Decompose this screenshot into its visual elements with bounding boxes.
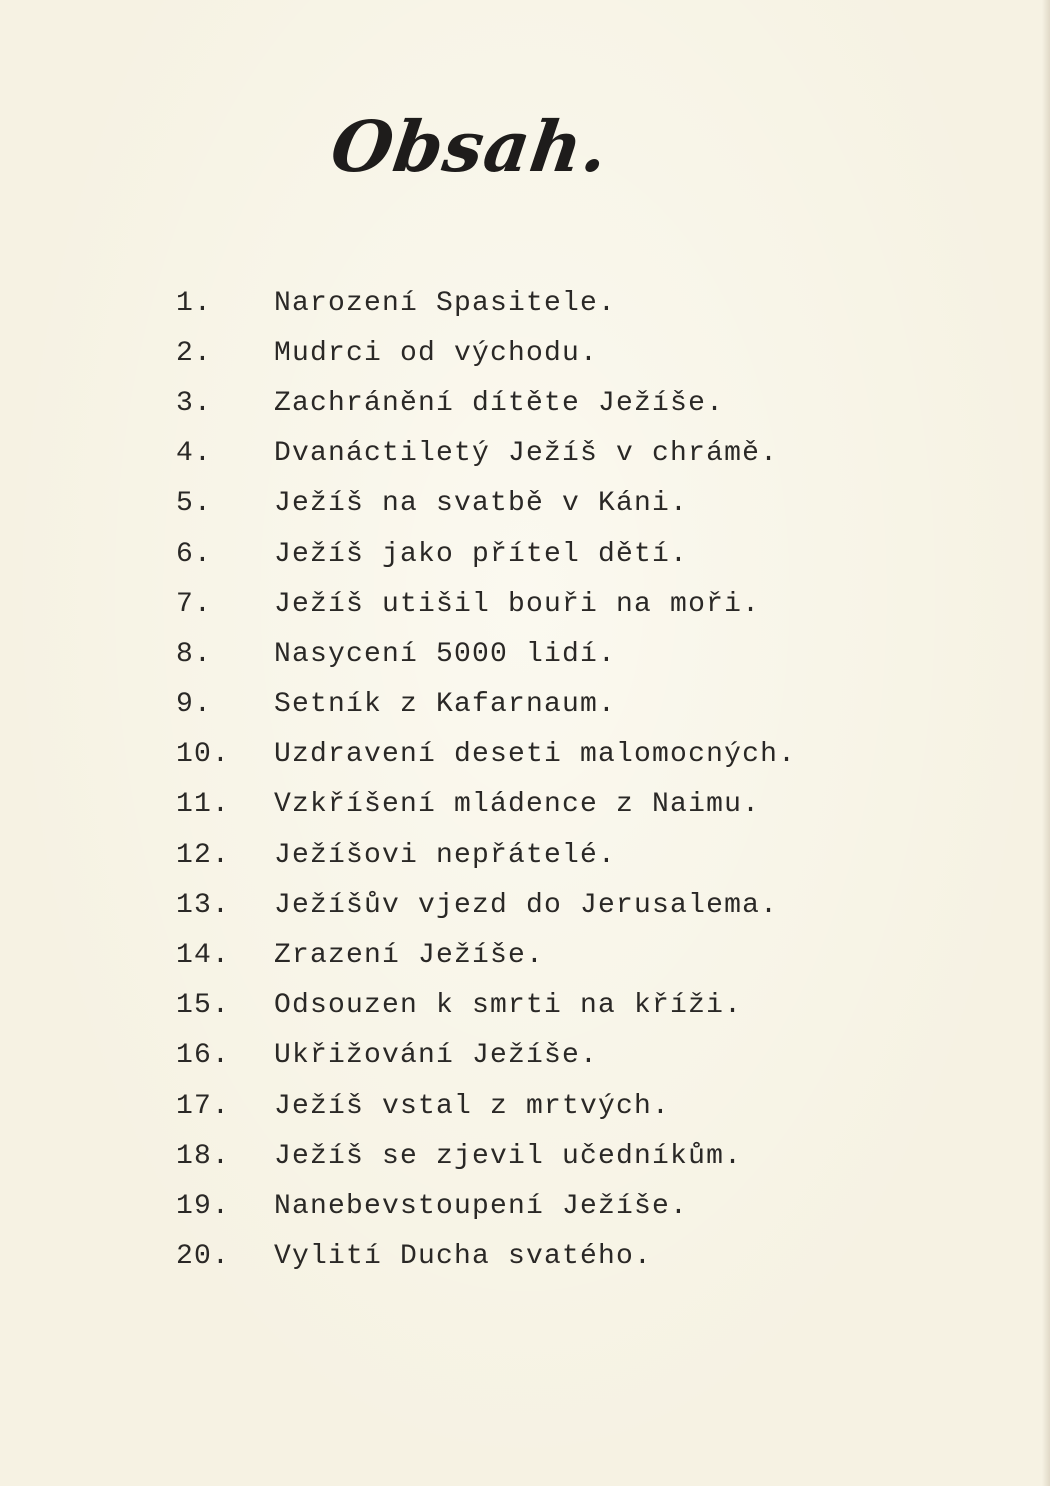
item-number: 9. (176, 689, 213, 721)
item-number: 5. (176, 488, 213, 520)
item-number: 11. (176, 789, 231, 821)
item-number: 20. (176, 1241, 231, 1273)
item-title: Zrazení Ježíše. (274, 940, 545, 972)
item-title: Ježíš se zjevil učedníkům. (274, 1140, 743, 1172)
item-title: Ježíš utišil bouři na moři. (274, 588, 761, 620)
item-title: Nasycení 5000 lidí. (274, 638, 617, 670)
item-number: 8. (176, 638, 213, 670)
item-title: Odsouzen k smrti na kříži. (274, 990, 743, 1022)
list-item (176, 680, 796, 730)
item-title: Zachránění dítěte Ježíše. (274, 387, 725, 419)
item-title: Dvanáctiletý Ježíš v chrámě. (274, 438, 779, 470)
list-item (176, 780, 796, 830)
item-number: 12. (176, 839, 231, 871)
item-number: 3. (176, 387, 213, 419)
item-title: Ježíšův vjezd do Jerusalema. (274, 889, 779, 921)
list-item (176, 1081, 796, 1131)
list-item (176, 880, 796, 930)
list-item (176, 629, 796, 679)
list-item (176, 378, 796, 428)
page-title: Obsah. (326, 105, 614, 188)
item-title: Ukřižování Ježíše. (274, 1040, 599, 1072)
page-edge (1042, 0, 1050, 1486)
list-item (176, 830, 796, 880)
item-number: 14. (176, 940, 231, 972)
item-number: 18. (176, 1140, 231, 1172)
item-number: 4. (176, 438, 213, 470)
item-title: Ježíš jako přítel dětí. (274, 538, 689, 570)
item-number: 1. (176, 287, 213, 319)
list-item (176, 981, 796, 1031)
list-item (176, 479, 796, 529)
item-title: Uzdravení deseti malomocných. (274, 739, 797, 771)
item-title: Mudrci od východu. (274, 337, 599, 369)
list-item (176, 1181, 796, 1231)
item-number: 19. (176, 1190, 231, 1222)
item-number: 16. (176, 1040, 231, 1072)
item-title: Nanebevstoupení Ježíše. (274, 1190, 689, 1222)
item-number: 6. (176, 538, 213, 570)
item-number: 10. (176, 739, 231, 771)
list-item (176, 328, 796, 378)
table-of-contents (176, 278, 796, 1282)
item-number: 13. (176, 889, 231, 921)
list-item (176, 579, 796, 629)
list-item (176, 1232, 796, 1282)
item-number: 7. (176, 588, 213, 620)
item-number: 2. (176, 337, 213, 369)
item-title: Ježíšovi nepřátelé. (274, 839, 617, 871)
item-title: Ježíš vstal z mrtvých. (274, 1090, 671, 1122)
item-title: Vzkříšení mládence z Naimu. (274, 789, 761, 821)
list-item (176, 730, 796, 780)
list-item (176, 1131, 796, 1181)
list-item (176, 930, 796, 980)
item-title: Vylití Ducha svatého. (274, 1241, 653, 1273)
item-number: 15. (176, 990, 231, 1022)
list-item (176, 1031, 796, 1081)
item-title: Setník z Kafarnaum. (274, 689, 617, 721)
list-item (176, 278, 796, 328)
item-number: 17. (176, 1090, 231, 1122)
item-title: Narození Spasitele. (274, 287, 617, 319)
item-title: Ježíš na svatbě v Káni. (274, 488, 689, 520)
list-item (176, 429, 796, 479)
list-item (176, 529, 796, 579)
